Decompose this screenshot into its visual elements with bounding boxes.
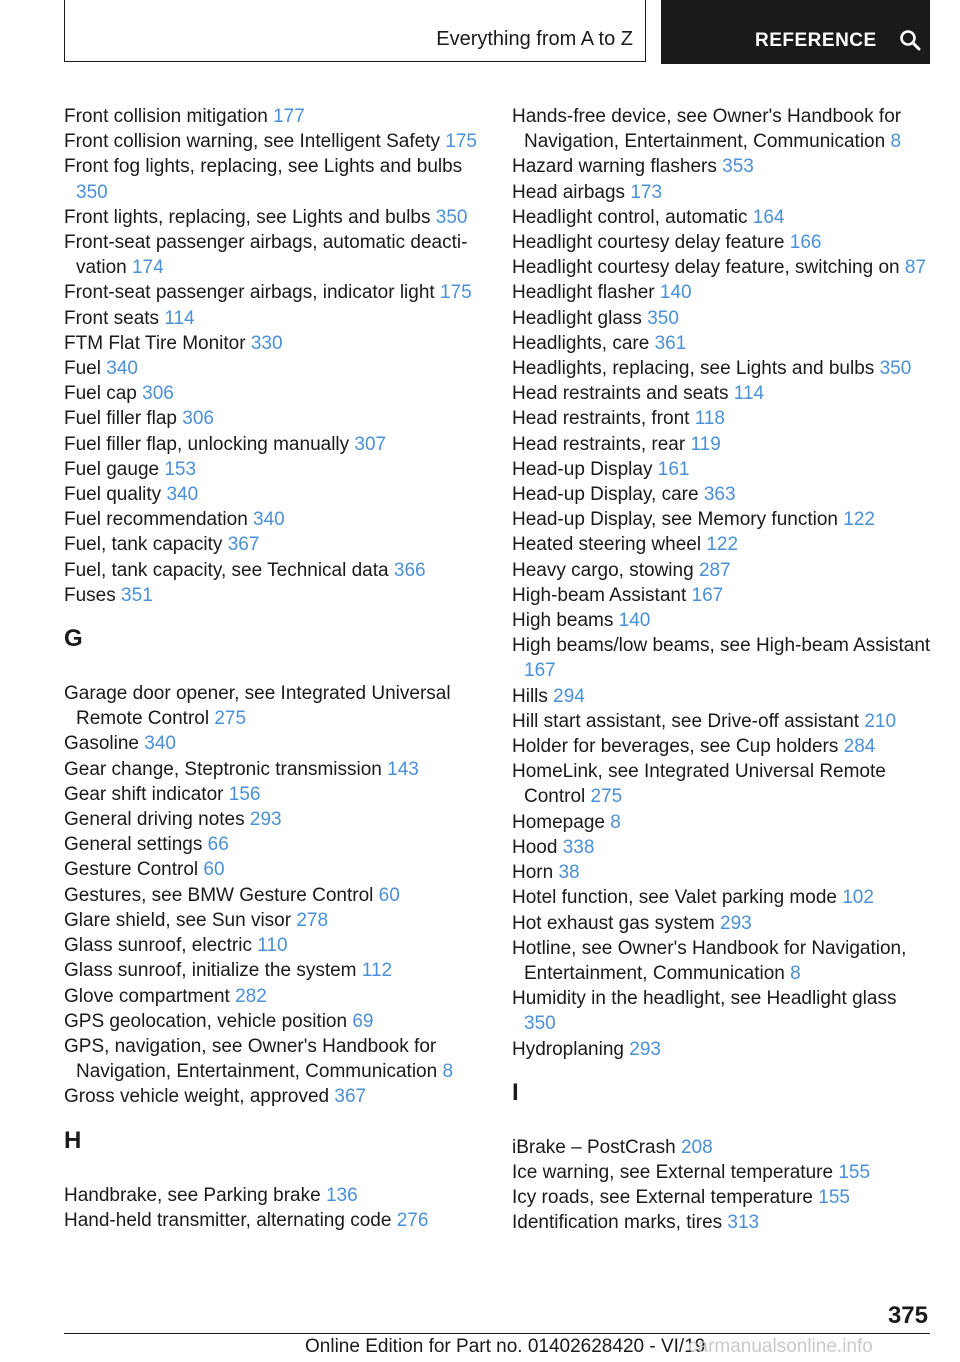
footer-divider xyxy=(64,1333,930,1334)
index-entry xyxy=(512,482,932,507)
index-entry-text: Fuel xyxy=(64,358,101,380)
index-entry-text: Gasoline xyxy=(64,733,139,755)
index-entry xyxy=(512,280,932,305)
page-reference-link[interactable]: 350 xyxy=(76,181,108,203)
index-entry-text: Hazard warning flashers xyxy=(512,156,717,178)
index-entry-text: Gear change, Steptronic transmission xyxy=(64,758,382,780)
page-reference-link[interactable]: 350 xyxy=(524,1013,556,1035)
page-reference-link[interactable]: 66 xyxy=(207,834,229,856)
index-entry-text: Glare shield, see Sun visor xyxy=(64,909,292,931)
page-reference-link[interactable]: 293 xyxy=(629,1038,661,1060)
index-entry-text: Front lights, replacing, see Lights and bulbs xyxy=(64,206,431,228)
index-entry-text: Headlight courtesy delay feature, switching on xyxy=(512,257,900,279)
index-entry xyxy=(64,984,484,1009)
index-entry-text: Headlight flasher xyxy=(512,282,655,304)
page-reference-link[interactable]: 153 xyxy=(164,458,197,480)
index-entry xyxy=(64,1084,484,1109)
page-reference-link[interactable]: 306 xyxy=(142,383,174,405)
page-reference-link[interactable]: 210 xyxy=(864,710,897,732)
index-entry-text: Hill start assistant, see Drive-off assistant xyxy=(512,710,860,732)
index-entry-text: HomeLink, see Integrated Universal Remote Control xyxy=(512,761,886,808)
page-reference-link[interactable]: 306 xyxy=(182,408,214,430)
index-entry xyxy=(512,986,932,1036)
index-entry xyxy=(64,406,484,431)
page-reference-link[interactable]: 102 xyxy=(842,887,874,909)
index-entry-text: Head restraints, front xyxy=(512,408,690,430)
index-entry-text: Ice warning, see External temperature xyxy=(512,1161,834,1183)
index-entry-text: Hills xyxy=(512,685,548,707)
index-column-right xyxy=(512,104,932,1236)
index-entry xyxy=(512,457,932,482)
page-reference-link[interactable]: 367 xyxy=(227,534,260,556)
index-entry xyxy=(64,558,484,583)
index-entry xyxy=(64,331,484,356)
index-entry xyxy=(512,1210,932,1235)
search-icon xyxy=(899,29,921,51)
index-entry xyxy=(64,205,484,230)
index-entry xyxy=(64,306,484,331)
index-entry xyxy=(512,885,932,910)
index-entry-text: Head restraints, rear xyxy=(512,433,686,455)
index-entry xyxy=(512,734,932,759)
index-entry xyxy=(64,230,484,280)
index-entry-text: Hydroplaning xyxy=(512,1038,624,1060)
index-entry-text: Garage door opener, see Integrated Universal Remote Control xyxy=(64,683,451,730)
page-reference-link[interactable]: 8 xyxy=(790,962,801,984)
page-reference-link[interactable]: 60 xyxy=(203,859,225,881)
index-entry xyxy=(512,633,932,683)
page-reference-link[interactable]: 122 xyxy=(843,509,875,531)
index-entry xyxy=(512,608,932,633)
index-entry xyxy=(512,936,932,986)
page-header xyxy=(64,0,930,64)
page-reference-link[interactable]: 122 xyxy=(706,534,739,556)
index-entry xyxy=(64,154,484,204)
page-reference-link[interactable]: 367 xyxy=(334,1086,367,1108)
page-reference-link[interactable]: 140 xyxy=(659,282,692,304)
index-entry-text: Front seats xyxy=(64,307,160,329)
page-reference-link[interactable]: 340 xyxy=(166,484,199,506)
section-title: Everything from A to Z xyxy=(436,28,633,50)
watermark: carmanualsonline.info xyxy=(688,1336,873,1357)
edition-note: Online Edition for Part no. 01402628420 - VI/19 xyxy=(305,1336,706,1357)
index-entry xyxy=(512,583,932,608)
page-reference-link[interactable]: 293 xyxy=(249,809,282,831)
page-reference-link[interactable]: 156 xyxy=(228,783,261,805)
index-entry-text: Front fog lights, replacing, see Lights and bulbs xyxy=(64,156,463,178)
index-entry xyxy=(64,482,484,507)
index-entry xyxy=(512,1135,932,1160)
index-entry xyxy=(64,807,484,832)
index-entry xyxy=(512,860,932,885)
page-reference-link[interactable]: 313 xyxy=(727,1212,760,1234)
index-entry xyxy=(512,205,932,230)
page-reference-link[interactable]: 294 xyxy=(553,685,585,707)
index-entry xyxy=(512,835,932,860)
page-reference-link[interactable]: 340 xyxy=(106,358,138,380)
index-letter-heading: H xyxy=(64,1126,82,1154)
page-reference-link[interactable]: 350 xyxy=(435,206,468,228)
index-entry xyxy=(64,1009,484,1034)
index-entry xyxy=(64,933,484,958)
index-entry-text: Gesture Control xyxy=(64,859,199,881)
index-entry xyxy=(64,1034,484,1084)
index-entry-text: General driving notes xyxy=(64,809,245,831)
index-entry xyxy=(512,911,932,936)
index-entry xyxy=(512,709,932,734)
page-number: 375 xyxy=(887,1302,928,1329)
index-entry-text: Glass sunroof, initialize the system xyxy=(64,960,357,982)
page-reference-link[interactable]: 330 xyxy=(250,332,283,354)
page-reference-link[interactable]: 284 xyxy=(843,736,876,758)
page-reference-link[interactable]: 119 xyxy=(690,433,721,455)
page-reference-link[interactable]: 8 xyxy=(610,811,621,833)
index-entry-text: Headlight glass xyxy=(512,307,642,329)
page-reference-link[interactable]: 114 xyxy=(164,307,195,329)
index-entry xyxy=(64,507,484,532)
index-entry-text: High beams xyxy=(512,610,614,632)
index-entry-text: Gear shift indicator xyxy=(64,783,224,805)
index-entry-text: Identification marks, tires xyxy=(512,1212,723,1234)
index-entry-text: Homepage xyxy=(512,811,605,833)
index-entry xyxy=(512,331,932,356)
index-letter-heading: G xyxy=(64,625,83,653)
page-reference-link[interactable]: 155 xyxy=(818,1187,850,1209)
page-reference-link[interactable]: 287 xyxy=(698,559,731,581)
index-entry-text: Headlight courtesy delay feature xyxy=(512,232,785,254)
index-entry-text: Holder for beverages, see Cup holders xyxy=(512,736,839,758)
index-entry xyxy=(64,883,484,908)
index-column-left xyxy=(64,104,484,1233)
index-entry xyxy=(512,532,932,557)
index-entry xyxy=(512,180,932,205)
index-entry xyxy=(512,810,932,835)
page-reference-link[interactable]: 87 xyxy=(904,257,927,279)
page-reference-link[interactable]: 155 xyxy=(838,1161,871,1183)
index-entry xyxy=(64,731,484,756)
index-entry xyxy=(64,1183,484,1208)
page-reference-link[interactable]: 177 xyxy=(273,106,305,127)
index-entry xyxy=(512,104,932,154)
page-reference-link[interactable]: 167 xyxy=(524,660,556,682)
index-entry xyxy=(64,757,484,782)
index-entry xyxy=(64,356,484,381)
index-entry-text: Fuel quality xyxy=(64,484,162,506)
index-entry xyxy=(64,432,484,457)
index-entry-text: Hotline, see Owner's Handbook for Navigation, Entertainment, Communication xyxy=(512,937,907,984)
page-reference-link[interactable]: 164 xyxy=(752,206,785,228)
index-entry-text: Fuel recommendation xyxy=(64,509,248,531)
index-entry-text: Fuel filler flap, unlocking manually xyxy=(64,433,350,455)
index-entry-text: Head airbags xyxy=(512,181,626,203)
index-entry-text: Headlights, care xyxy=(512,332,650,354)
index-entry-text: Hands-free device, see Owner's Handbook for Navigation, Entertainment, Communication xyxy=(512,106,902,153)
index-entry xyxy=(512,230,932,255)
index-entry xyxy=(512,356,932,381)
index-entry xyxy=(64,958,484,983)
index-entry xyxy=(64,532,484,557)
index-entry xyxy=(64,681,484,731)
index-entry-text: General settings xyxy=(64,834,203,856)
section-title-box xyxy=(64,0,646,62)
page-reference-link[interactable]: 8 xyxy=(890,131,902,153)
page-reference-link[interactable]: 340 xyxy=(144,733,176,755)
page-reference-link[interactable]: 351 xyxy=(121,584,153,606)
page-reference-link[interactable]: 307 xyxy=(354,433,387,455)
index-entry xyxy=(512,684,932,709)
page-reference-link[interactable]: 166 xyxy=(789,232,822,254)
page-reference-link[interactable]: 361 xyxy=(654,332,687,354)
page-reference-link[interactable]: 350 xyxy=(879,358,912,380)
index-entry xyxy=(64,280,484,305)
index-entry xyxy=(512,1185,932,1210)
index-entry-text: Fuel, tank capacity, see Technical data xyxy=(64,559,389,581)
index-entry-text: Fuel gauge xyxy=(64,458,160,480)
page-reference-link[interactable]: 161 xyxy=(657,458,690,480)
page-reference-link[interactable]: 38 xyxy=(558,862,580,884)
index-entry xyxy=(64,832,484,857)
index-entry-text: Front-seat passenger airbags, automatic deactivation xyxy=(64,232,468,279)
page-reference-link[interactable]: 118 xyxy=(694,408,725,430)
page-reference-link[interactable]: 282 xyxy=(235,985,267,1007)
page-reference-link[interactable]: 340 xyxy=(253,509,285,531)
page-reference-link[interactable]: 167 xyxy=(691,584,724,606)
index-entry-text: Front collision mitigation xyxy=(64,106,268,127)
index-entry-text: Headlight control, automatic xyxy=(512,206,748,228)
page-reference-link[interactable]: 8 xyxy=(442,1061,454,1083)
index-letter-heading: I xyxy=(512,1078,519,1106)
index-entry-text: Horn xyxy=(512,862,554,884)
index-entry xyxy=(512,1037,932,1062)
index-entry-text: High beams/low beams, see High-beam Assistant xyxy=(512,635,931,657)
index-entry-text: Heated steering wheel xyxy=(512,534,702,556)
index-entry-text: Fuel, tank capacity xyxy=(64,534,223,556)
index-entry-text: Head-up Display, care xyxy=(512,484,699,506)
index-entry xyxy=(64,1208,484,1233)
page-reference-link[interactable]: 175 xyxy=(439,282,472,304)
index-entry xyxy=(512,306,932,331)
page-reference-link[interactable]: 293 xyxy=(720,912,752,934)
index-entry xyxy=(64,583,484,608)
index-entry-text: GPS, navigation, see Owner's Handbook for Navigation, Entertainment, Communication xyxy=(64,1035,438,1083)
page-reference-link[interactable]: 112 xyxy=(361,960,393,982)
index-entry xyxy=(64,457,484,482)
index-entry-text: Glass sunroof, electric xyxy=(64,935,252,957)
index-entry-text: Hot exhaust gas system xyxy=(512,912,715,934)
index-entry-text: Front-seat passenger airbags, indicator light xyxy=(64,282,435,304)
page-reference-link[interactable]: 136 xyxy=(325,1184,358,1206)
index-entry-text: Humidity in the headlight, see Headlight glass xyxy=(512,988,897,1010)
index-entry xyxy=(512,507,932,532)
index-entry xyxy=(512,1160,932,1185)
index-entry xyxy=(64,104,484,129)
index-entry-text: Fuel filler flap xyxy=(64,408,177,430)
page-reference-link[interactable]: 208 xyxy=(680,1136,713,1158)
index-entry-text: Headlights, replacing, see Lights and bulbs xyxy=(512,358,875,380)
page-reference-link[interactable]: 114 xyxy=(733,383,765,405)
index-entry-text: Head restraints and seats xyxy=(512,383,729,405)
page-reference-link[interactable]: 278 xyxy=(296,909,329,931)
page-reference-link[interactable]: 276 xyxy=(396,1209,429,1231)
page-reference-link[interactable]: 175 xyxy=(445,131,477,153)
index-entry xyxy=(64,129,484,154)
page-reference-link[interactable]: 140 xyxy=(618,610,651,632)
index-entry-text: Icy roads, see External temperature xyxy=(512,1187,813,1209)
index-entry xyxy=(512,558,932,583)
index-entry-text: Front collision warning, see Intelligent Safety xyxy=(64,131,440,153)
page-reference-link[interactable]: 353 xyxy=(722,156,754,178)
page-reference-link[interactable]: 60 xyxy=(378,884,400,906)
index-entry xyxy=(64,908,484,933)
index-entry xyxy=(512,255,932,280)
index-entry-text: Heavy cargo, stowing xyxy=(512,559,694,581)
page-reference-link[interactable]: 366 xyxy=(393,559,426,581)
index-entry-text: Handbrake, see Parking brake xyxy=(64,1184,321,1206)
index-entry-text: Fuel cap xyxy=(64,383,137,405)
page-reference-link[interactable]: 350 xyxy=(647,307,679,329)
page-reference-link[interactable]: 110 xyxy=(257,935,288,957)
index-entry-text: Head-up Display, see Memory function xyxy=(512,509,838,531)
index-entry-text: Fuses xyxy=(64,584,116,606)
index-entry xyxy=(512,154,932,179)
index-entry-text: Glove compartment xyxy=(64,985,230,1007)
index-entry xyxy=(512,381,932,406)
index-entry-text: Gross vehicle weight, approved xyxy=(64,1086,330,1108)
page-reference-link[interactable]: 143 xyxy=(387,758,419,780)
index-entry-text: Hotel function, see Valet parking mode xyxy=(512,887,837,909)
page-reference-link[interactable]: 275 xyxy=(214,708,247,730)
page-reference-link[interactable]: 174 xyxy=(131,257,164,279)
index-entry xyxy=(64,782,484,807)
index-entry xyxy=(64,381,484,406)
index-entry-text: High-beam Assistant xyxy=(512,584,687,606)
reference-tab[interactable] xyxy=(661,0,930,64)
index-entry-text: Hood xyxy=(512,836,558,858)
page-reference-link[interactable]: 363 xyxy=(703,484,736,506)
page-reference-link[interactable]: 275 xyxy=(590,786,623,808)
index-entry-text: Head-up Display xyxy=(512,458,653,480)
reference-tab-label: REFERENCE xyxy=(755,30,877,51)
index-entry xyxy=(512,432,932,457)
index-entry xyxy=(64,857,484,882)
index-entry-text: GPS geolocation, vehicle position xyxy=(64,1010,348,1032)
index-entry-text: Gestures, see BMW Gesture Control xyxy=(64,884,374,906)
index-entry-text: iBrake – PostCrash xyxy=(512,1136,676,1158)
index-entry xyxy=(512,759,932,809)
index-entry-text: Hand-held transmitter, alternating code xyxy=(64,1209,392,1231)
page-reference-link[interactable]: 69 xyxy=(352,1010,374,1032)
page-reference-link[interactable]: 338 xyxy=(562,836,595,858)
index-entry-text: FTM Flat Tire Monitor xyxy=(64,332,246,354)
index-entry xyxy=(512,406,932,431)
page-reference-link[interactable]: 173 xyxy=(630,181,663,203)
